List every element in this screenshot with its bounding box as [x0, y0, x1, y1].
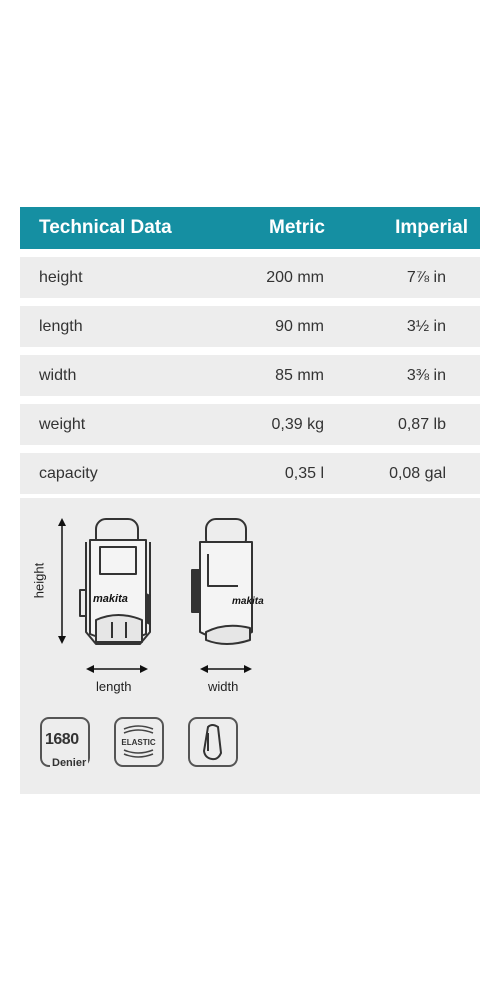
row-metric: 0,35 l [284, 464, 324, 482]
row-imperial: 0,87 lb [397, 415, 446, 433]
row-imperial: 0,08 gal [389, 464, 446, 482]
table-row-weight [20, 404, 480, 445]
row-imperial: 7⅞ in [406, 268, 446, 286]
elastic-badge [114, 717, 164, 767]
table-header [20, 207, 480, 249]
row-metric: 200 mm [266, 268, 324, 286]
denier-value: 1680 [45, 731, 79, 748]
header-metric: Metric [269, 217, 325, 238]
technical-data-table [20, 207, 480, 494]
width-dimension-label: width [208, 679, 239, 694]
row-label: weight [39, 415, 86, 433]
height-arrow-icon [54, 516, 70, 646]
row-label: height [39, 268, 83, 286]
denier-unit: Denier [52, 757, 87, 769]
row-imperial: 3⅜ in [406, 366, 446, 384]
carabiner-icon [190, 719, 235, 764]
length-arrow-icon [84, 662, 150, 676]
row-metric: 85 mm [275, 366, 324, 384]
brand-text-front: makita [93, 593, 128, 605]
length-dimension-label: length [96, 679, 132, 694]
header-imperial: Imperial [395, 217, 468, 238]
height-dimension-label: height [31, 562, 47, 599]
row-imperial: 3½ in [406, 317, 446, 335]
elastic-label: ELASTIC [121, 738, 156, 747]
table-row-width [20, 355, 480, 396]
row-metric: 90 mm [275, 317, 324, 335]
table-row-capacity [20, 453, 480, 494]
holster-side-view [186, 512, 266, 672]
row-metric: 0,39 kg [271, 415, 324, 433]
table-row-height [20, 257, 480, 298]
row-label: length [39, 317, 83, 335]
brand-text-side: makita [232, 596, 264, 607]
elastic-icon [116, 719, 161, 764]
carabiner-badge [188, 717, 238, 767]
width-arrow-icon [198, 662, 254, 676]
row-label: width [39, 366, 77, 384]
table-row-length [20, 306, 480, 347]
row-label: capacity [39, 464, 98, 482]
denier-badge [40, 717, 90, 767]
header-technical-data: Technical Data [39, 217, 172, 238]
